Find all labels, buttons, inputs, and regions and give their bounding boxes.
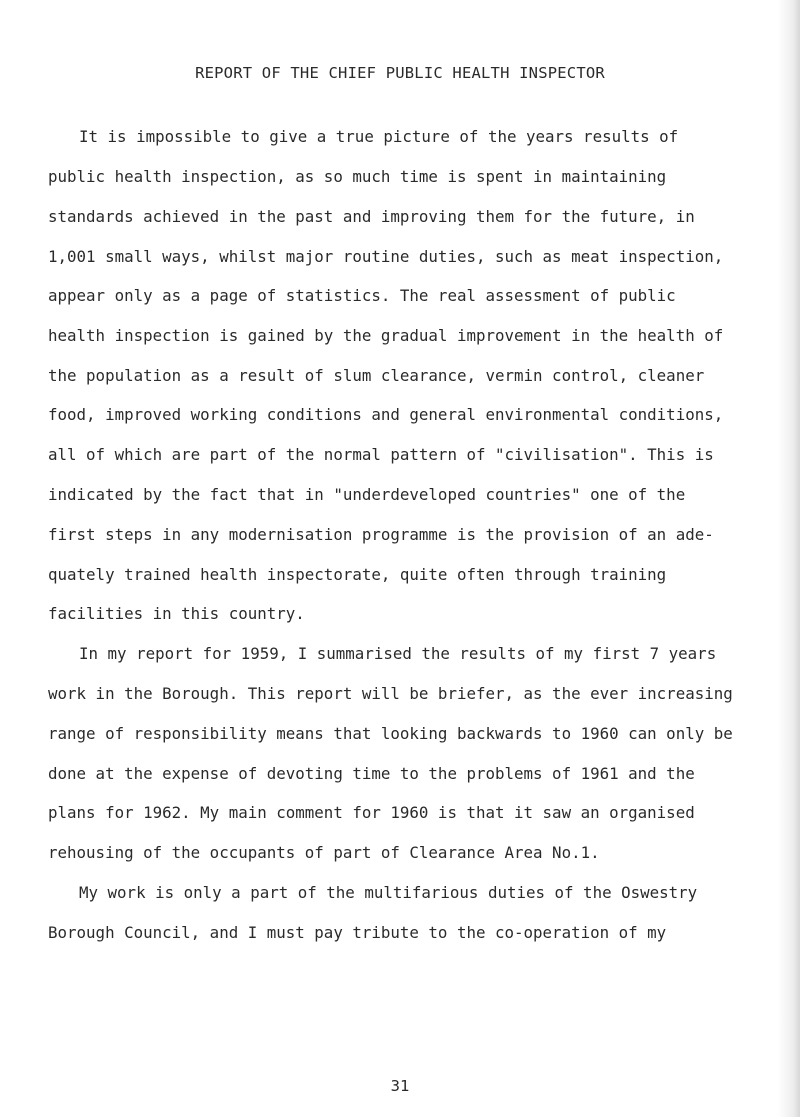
body-line: facilities in this country. bbox=[48, 604, 305, 623]
body-line: all of which are part of the normal pattern of "civilisation". This is bbox=[48, 445, 714, 464]
body-line: appear only as a page of statistics. The real assessment of public bbox=[48, 286, 676, 305]
body-line: done at the expense of devoting time to the problems of 1961 and the bbox=[48, 764, 695, 783]
body-line: rehousing of the occupants of part of Clearance Area No.1. bbox=[48, 843, 600, 862]
report-title: REPORT OF THE CHIEF PUBLIC HEALTH INSPECTOR bbox=[195, 64, 605, 82]
body-line: In my report for 1959, I summarised the results of my first 7 years bbox=[79, 644, 717, 663]
page-edge-shadow bbox=[778, 0, 800, 1117]
body-line: standards achieved in the past and improving them for the future, in bbox=[48, 207, 695, 226]
body-line: indicated by the fact that in "underdeveloped countries" one of the bbox=[48, 485, 686, 504]
body-line: It is impossible to give a true picture of the years results of bbox=[79, 127, 679, 146]
body-line: food, improved working conditions and general environmental conditions, bbox=[48, 405, 724, 424]
body-line: Borough Council, and I must pay tribute to the co-operation of my bbox=[48, 923, 667, 942]
body-line: work in the Borough. This report will be briefer, as the ever increasing bbox=[48, 684, 733, 703]
body-line: plans for 1962. My main comment for 1960 is that it saw an organised bbox=[48, 803, 695, 822]
body-line: the population as a result of slum clearance, vermin control, cleaner bbox=[48, 366, 705, 385]
body-line: range of responsibility means that looking backwards to 1960 can only be bbox=[48, 724, 733, 743]
page-number: 31 bbox=[390, 1077, 410, 1095]
body-line: public health inspection, as so much time is spent in maintaining bbox=[48, 167, 667, 186]
body-line: My work is only a part of the multifarious duties of the Oswestry bbox=[79, 883, 698, 902]
body-line: health inspection is gained by the gradual improvement in the health of bbox=[48, 326, 724, 345]
body-line: quately trained health inspectorate, quite often through training bbox=[48, 565, 667, 584]
body-line: first steps in any modernisation programme is the provision of an ade- bbox=[48, 525, 714, 544]
body-line: 1,001 small ways, whilst major routine duties, such as meat inspection, bbox=[48, 247, 724, 266]
